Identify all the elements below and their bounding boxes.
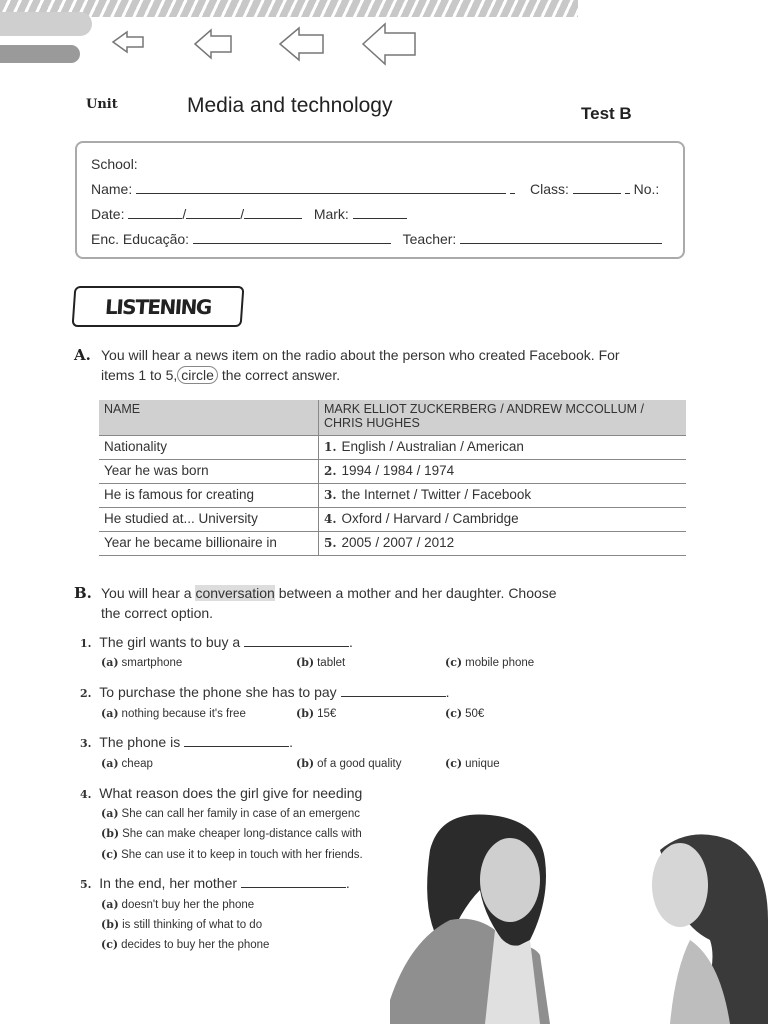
class-field[interactable] xyxy=(573,181,621,194)
mother-daughter-photo xyxy=(390,790,768,1024)
part-b-instructions: You will hear a conversation between a mother and her daughter. Choose the correct option. xyxy=(101,585,557,621)
option-a[interactable]: (a) nothing because it's free xyxy=(101,707,246,720)
table-row: He studied at... University 4. Oxford / Harvard / Cambridge xyxy=(99,508,686,532)
enc-field[interactable] xyxy=(193,231,391,244)
question-3: 3. The phone is . xyxy=(80,734,293,750)
question-5: 5. In the end, her mother . xyxy=(80,875,350,891)
question-1: 1. The girl wants to buy a . xyxy=(80,634,353,650)
enc-label: Enc. Educação: xyxy=(91,231,190,247)
table-header-row xyxy=(99,400,686,436)
date-label: Date: xyxy=(91,206,125,222)
table-row: Nationality 1. English / Australian / American xyxy=(99,436,686,460)
date-year-field[interactable] xyxy=(244,206,302,219)
question-2: 2. To purchase the phone she has to pay . xyxy=(80,684,450,700)
answer-blank[interactable] xyxy=(244,635,349,647)
mark-label: Mark: xyxy=(313,206,349,222)
name-field[interactable] xyxy=(136,181,506,194)
option-c[interactable]: (c) decides to buy her the phone xyxy=(101,938,270,951)
no-label: No.: xyxy=(633,181,660,197)
table-row: Year he became billionaire in 5. 2005 / 2007 / 2012 xyxy=(99,532,686,556)
option-b[interactable]: (b) is still thinking of what to do xyxy=(101,918,263,931)
teacher-label: Teacher: xyxy=(402,231,457,247)
unit-label: Unit xyxy=(86,97,118,112)
table-row: He is famous for creating 3. the Internet / Twitter / Facebook xyxy=(99,484,686,508)
option-c[interactable]: (c) unique xyxy=(445,757,500,770)
listening-section-badge: LISTENING xyxy=(72,286,245,327)
circle-word: circle xyxy=(177,366,218,384)
mark-field[interactable] xyxy=(353,206,407,219)
teacher-field[interactable] xyxy=(460,231,662,244)
date-day-field[interactable] xyxy=(128,206,182,219)
test-label: Test B xyxy=(581,104,632,123)
facebook-info-table xyxy=(99,400,686,556)
part-a-instructions: You will hear a news item on the radio about the person who created Facebook. For items 1 to 5, circle the correct answer. xyxy=(101,347,620,383)
option-b[interactable]: (b) of a good quality xyxy=(296,757,402,770)
question-4: 4. What reason does the girl give for needing xyxy=(80,785,363,801)
name-label: Name: xyxy=(91,181,133,197)
enc-row xyxy=(91,231,662,247)
option-c[interactable]: (c) mobile phone xyxy=(445,656,535,669)
option-a[interactable]: (a) She can call her family in case of an emergenc xyxy=(101,807,360,820)
answer-blank[interactable] xyxy=(184,735,289,747)
table-header-options: MARK ELLIOT ZUCKERBERG / ANDREW MCCOLLUM / CHRIS HUGHES xyxy=(319,400,687,436)
arrow-decoration-icon xyxy=(105,22,425,68)
class-label: Class: xyxy=(530,181,569,197)
option-a[interactable]: (a) cheap xyxy=(101,757,153,770)
date-month-field[interactable] xyxy=(186,206,240,219)
class-row xyxy=(530,181,659,197)
date-row: Date: / / Mark: xyxy=(91,206,407,222)
page-title: Media and technology xyxy=(187,94,393,117)
highlight-word: conversation xyxy=(195,585,275,601)
option-a[interactable]: (a) doesn't buy her the phone xyxy=(101,898,255,911)
part-a-letter: A. xyxy=(74,346,91,364)
option-b[interactable]: (b) She can make cheaper long-distance calls with xyxy=(101,827,362,840)
option-a[interactable]: (a) smartphone xyxy=(101,656,183,669)
option-b[interactable]: (b) 15€ xyxy=(296,707,337,720)
part-b-letter: B. xyxy=(74,584,92,602)
school-field[interactable]: School: xyxy=(91,156,138,172)
header-tab-light xyxy=(0,12,92,36)
answer-blank[interactable] xyxy=(241,876,346,888)
option-c[interactable]: (c) She can use it to keep in touch with her friends. xyxy=(101,848,363,861)
option-c[interactable]: (c) 50€ xyxy=(445,707,485,720)
table-header-name: NAME xyxy=(99,400,319,436)
name-row xyxy=(91,181,515,197)
option-b[interactable]: (b) tablet xyxy=(296,656,346,669)
answer-blank[interactable] xyxy=(341,685,446,697)
table-row: Year he was born 2. 1994 / 1984 / 1974 xyxy=(99,460,686,484)
header-tab-dark xyxy=(0,45,80,63)
